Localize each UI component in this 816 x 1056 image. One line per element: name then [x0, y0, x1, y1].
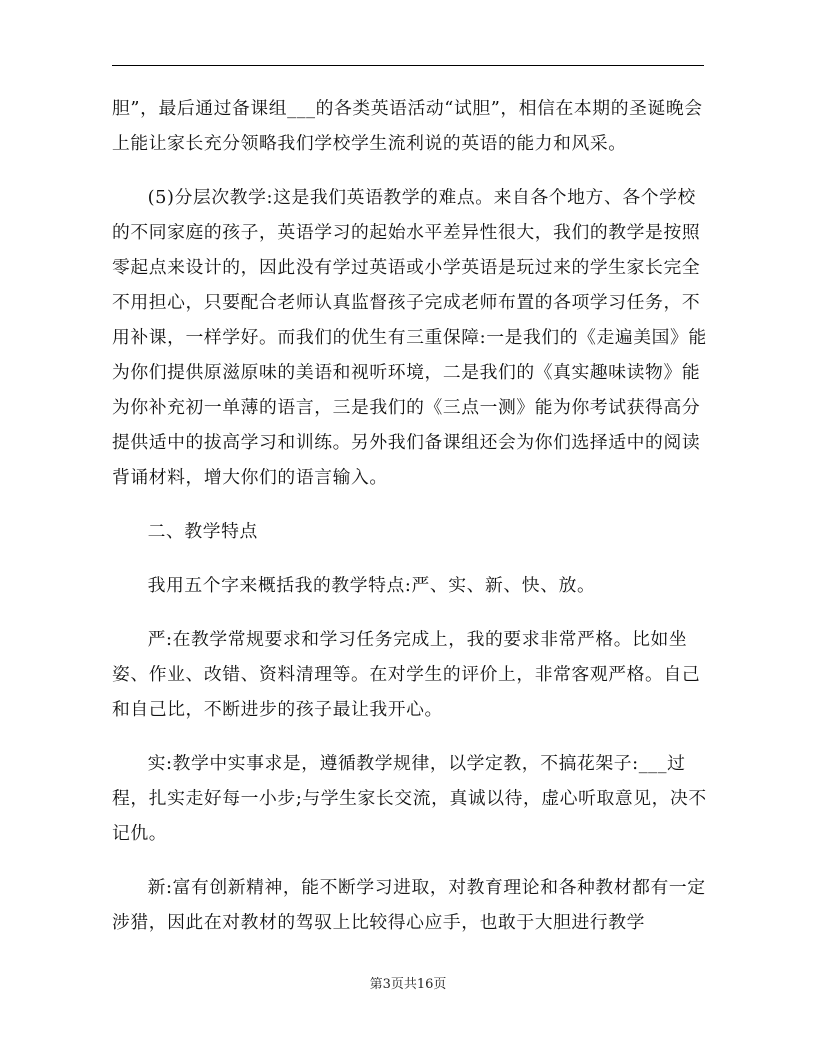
paragraph-innovative: 新:富有创新精神，能不断学习进取，对教育理论和各种教材都有一定涉猎，因此在对教材的驾驭上比较得心应手，也敢于大胆进行教学: [112, 877, 706, 933]
paragraph-layered-teaching: (5)分层次教学:这是我们英语教学的难点。来自各个地方、各个学校的不同家庭的孩子，英语学习的起始水平差异性很大，我们的教学是按照零起点来设计的，因此没有学过英语或小学英语是玩过来的学生家长完全不用担心，只要配合老师认真监督孩子完成老师布置的各项学习任务，不用补课，一样学好。而我们的优生有三重保障:一是我们的《走遍美国》能为你们提供原滋原味的美语和视听环境，二是我们的《真实趣味读物》能为你补充初一单薄的语言，三是我们的《三点一测》能为你考试获得高分提供适中的拔高学习和训练。另外我们备课组还会为你们选择适中的阅读背诵材料，增大你们的语言输入。: [112, 187, 707, 488]
paragraph-five-characters: 我用五个字来概括我的教学特点:严、实、新、快、放。: [147, 575, 596, 596]
document-body: [112, 91, 710, 959]
header-rule: [112, 65, 704, 66]
paragraph-practical: 实:教学中实事求是，遵循教学规律，以学定教，不搞花架子:___过程，扎实走好每一小步;与学生家长交流，真诚以待，虚心听取意见，决不记仇。: [112, 753, 707, 844]
page-number-footer: 第3页共16页: [369, 977, 447, 992]
paragraph-strict: 严:在教学常规要求和学习任务完成上，我的要求非常严格。比如坐姿、作业、改错、资料清理等。在对学生的评价上，非常客观严格。自己和自己比，不断进步的孩子最让我开心。: [112, 629, 701, 720]
section-heading-teaching-features: 二、教学特点: [147, 521, 258, 542]
paragraph-continuation: 胆”，最后通过备课组___的各类英语活动“试胆”，相信在本期的圣诞晚会上能让家长充分领略我们学校学生流利说的英语的能力和风采。: [112, 98, 703, 154]
